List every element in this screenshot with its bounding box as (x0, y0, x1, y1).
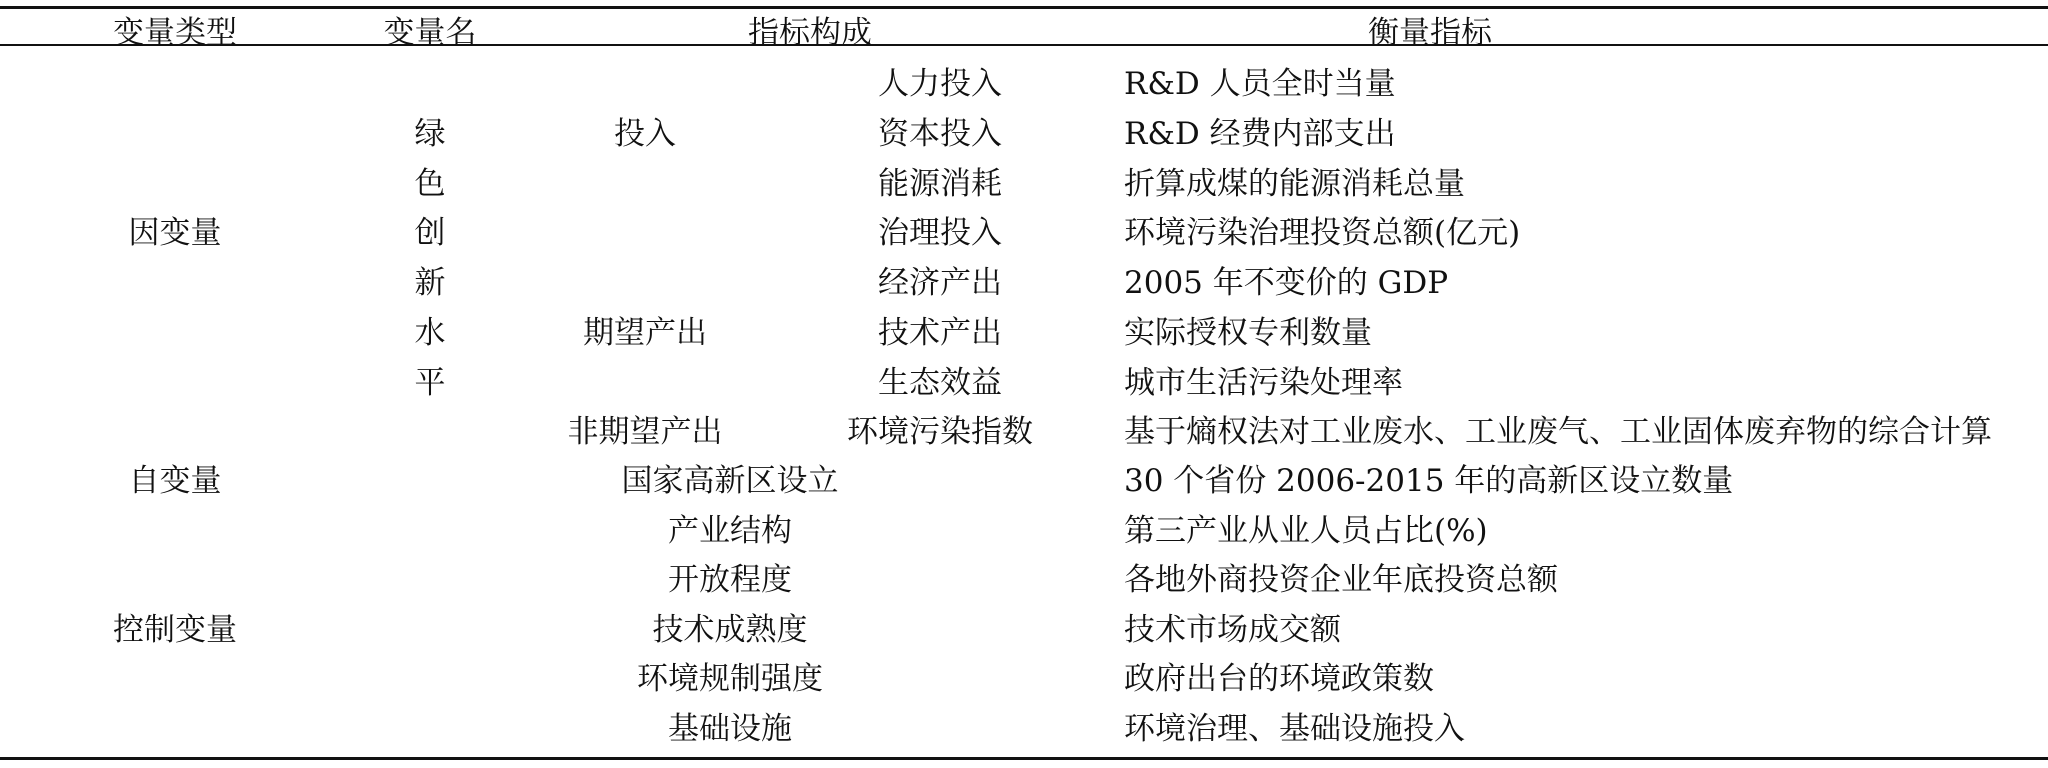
measure-cell: 折算成煤的能源消耗总量 (1124, 166, 1465, 202)
control-var-name: 开放程度 (668, 562, 792, 598)
control-var-name: 技术成熟度 (652, 612, 808, 648)
category-desired-output: 期望产出 (583, 315, 707, 351)
var-name-char: 新 (414, 265, 446, 301)
header-var-type: 变量类型 (113, 15, 237, 51)
control-var-name: 基础设施 (668, 711, 792, 747)
group-control: 控制变量 (113, 612, 237, 648)
var-name-char: 色 (414, 166, 446, 202)
measure-cell: 技术市场成交额 (1124, 612, 1341, 648)
measure-cell: 30 个省份 2006-2015 年的高新区设立数量 (1124, 463, 1734, 499)
header-var-name: 变量名 (383, 15, 477, 51)
measure-cell: 第三产业从业人员占比(%) (1124, 513, 1488, 549)
header-composition: 指标构成 (748, 15, 872, 51)
category-undesired-output: 非期望产出 (567, 414, 723, 450)
category-input: 投入 (614, 116, 676, 152)
sub-indicator: 治理投入 (878, 215, 1002, 251)
sub-indicator: 人力投入 (878, 66, 1002, 102)
sub-indicator: 经济产出 (878, 265, 1002, 301)
measure-cell: 基于熵权法对工业废水、工业废气、工业固体废弃物的综合计算 (1124, 414, 1992, 450)
sub-indicator: 生态效益 (878, 365, 1002, 401)
measure-cell: 政府出台的环境政策数 (1124, 661, 1434, 697)
measure-cell: 环境污染治理投资总额(亿元) (1124, 215, 1521, 251)
measure-cell: R&D 经费内部支出 (1124, 116, 1396, 152)
sub-indicator: 能源消耗 (878, 166, 1002, 202)
var-name-char: 绿 (414, 116, 446, 152)
sub-indicator: 资本投入 (878, 116, 1002, 152)
measure-cell: 实际授权专利数量 (1124, 315, 1372, 351)
var-name-char: 平 (414, 365, 446, 401)
control-var-name: 环境规制强度 (637, 661, 823, 697)
group-independent: 自变量 (128, 463, 222, 499)
var-name-char: 创 (414, 215, 446, 251)
measure-cell: 城市生活污染处理率 (1124, 365, 1403, 401)
group-dependent: 因变量 (128, 215, 222, 251)
measure-cell: 环境治理、基础设施投入 (1124, 711, 1465, 747)
top-rule (0, 6, 2048, 9)
header-measure: 衡量指标 (1368, 15, 1492, 51)
measure-cell: 2005 年不变价的 GDP (1124, 265, 1449, 301)
header-rule (0, 44, 2048, 46)
control-var-name: 产业结构 (668, 513, 792, 549)
sub-indicator: 技术产出 (878, 315, 1002, 351)
measure-cell: 各地外商投资企业年底投资总额 (1124, 562, 1558, 598)
bottom-rule (0, 757, 2048, 760)
var-name-char: 水 (414, 315, 446, 351)
measure-cell: R&D 人员全时当量 (1124, 66, 1396, 102)
sub-indicator: 环境污染指数 (847, 414, 1033, 450)
independent-var-name: 国家高新区设立 (621, 463, 839, 499)
